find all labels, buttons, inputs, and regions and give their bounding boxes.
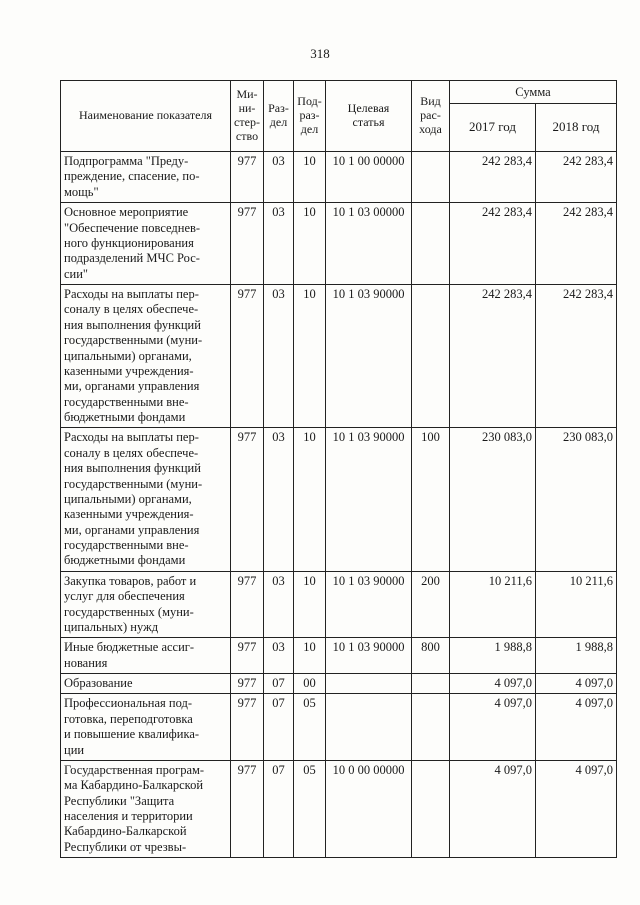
sum-2018-cell: 4 097,0	[536, 674, 617, 694]
table-row	[61, 571, 617, 638]
target-cell: 10 1 03 00000	[326, 203, 412, 285]
sum-2018-cell: 4 097,0	[536, 760, 617, 857]
subsection-cell: 05	[294, 760, 326, 857]
subsection-cell: 10	[294, 152, 326, 203]
ministry-cell: 977	[231, 638, 264, 674]
header-expense-type: Вид рас- хода	[412, 81, 450, 152]
header-section: Раз- дел	[264, 81, 294, 152]
header-ministry: Ми- ни- стер- ство	[231, 81, 264, 152]
target-cell: 10 1 03 90000	[326, 571, 412, 638]
target-cell: 10 1 00 00000	[326, 152, 412, 203]
header-sum: Сумма	[450, 81, 617, 104]
section-cell: 03	[264, 203, 294, 285]
expense-type-cell	[412, 285, 450, 428]
sum-2018-cell: 242 283,4	[536, 152, 617, 203]
subsection-cell: 05	[294, 694, 326, 761]
subsection-cell: 10	[294, 428, 326, 571]
row-name: Иные бюджетные ассиг- нования	[61, 638, 231, 674]
subsection-cell: 10	[294, 571, 326, 638]
header-year-2018: 2018 год	[536, 104, 617, 152]
expense-type-cell	[412, 674, 450, 694]
section-cell: 07	[264, 694, 294, 761]
sum-2017-cell: 242 283,4	[450, 285, 536, 428]
table-row	[61, 694, 617, 761]
target-cell: 10 1 03 90000	[326, 638, 412, 674]
table-body	[61, 152, 617, 858]
section-cell: 07	[264, 760, 294, 857]
subsection-cell: 10	[294, 285, 326, 428]
row-name: Государственная програм- ма Кабардино-Балкарской Республики "Защита населения и территории Кабардино-Балкарской Республики от чрезвы-	[61, 760, 231, 857]
section-cell: 03	[264, 428, 294, 571]
expense-type-cell: 200	[412, 571, 450, 638]
ministry-cell: 977	[231, 571, 264, 638]
subsection-cell: 10	[294, 638, 326, 674]
target-cell: 10 0 00 00000	[326, 760, 412, 857]
expense-type-cell	[412, 203, 450, 285]
ministry-cell: 977	[231, 694, 264, 761]
section-cell: 03	[264, 285, 294, 428]
section-cell: 07	[264, 674, 294, 694]
sum-2018-cell: 1 988,8	[536, 638, 617, 674]
expense-type-cell: 100	[412, 428, 450, 571]
header-subsection: Под- раз- дел	[294, 81, 326, 152]
expense-type-cell	[412, 760, 450, 857]
sum-2018-cell: 242 283,4	[536, 285, 617, 428]
expense-type-cell	[412, 694, 450, 761]
ministry-cell: 977	[231, 428, 264, 571]
target-cell: 10 1 03 90000	[326, 428, 412, 571]
row-name: Расходы на выплаты пер- соналу в целях обеспече- ния выполнения функций государственными (муни- ципальными) органами, казенными учреждения- ми, органами управления государственными вне- бюджетными фондами	[61, 428, 231, 571]
section-cell: 03	[264, 152, 294, 203]
sum-2017-cell: 242 283,4	[450, 152, 536, 203]
sum-2018-cell: 242 283,4	[536, 203, 617, 285]
ministry-cell: 977	[231, 760, 264, 857]
target-cell	[326, 674, 412, 694]
table-row	[61, 285, 617, 428]
sum-2018-cell: 4 097,0	[536, 694, 617, 761]
row-name: Закупка товаров, работ и услуг для обеспечения государственных (муни- ципальных) нужд	[61, 571, 231, 638]
target-cell: 10 1 03 90000	[326, 285, 412, 428]
header-year-2017: 2017 год	[450, 104, 536, 152]
subsection-cell: 10	[294, 203, 326, 285]
sum-2018-cell: 10 211,6	[536, 571, 617, 638]
row-name: Основное мероприятие "Обеспечение повседнев- ного функционирования подразделений МЧС Рос- сии"	[61, 203, 231, 285]
section-cell: 03	[264, 638, 294, 674]
expense-type-cell: 800	[412, 638, 450, 674]
sum-2017-cell: 242 283,4	[450, 203, 536, 285]
row-name: Профессиональная под- готовка, переподготовка и повышение квалифика- ции	[61, 694, 231, 761]
ministry-cell: 977	[231, 674, 264, 694]
sum-2018-cell: 230 083,0	[536, 428, 617, 571]
header-row	[61, 81, 617, 104]
budget-table	[60, 80, 617, 858]
table-row	[61, 428, 617, 571]
row-name: Образование	[61, 674, 231, 694]
target-cell	[326, 694, 412, 761]
section-cell: 03	[264, 571, 294, 638]
sum-2017-cell: 4 097,0	[450, 674, 536, 694]
sum-2017-cell: 4 097,0	[450, 760, 536, 857]
header-target: Целевая статья	[326, 81, 412, 152]
row-name: Подпрограмма "Преду- преждение, спасение, по- мощь"	[61, 152, 231, 203]
expense-type-cell	[412, 152, 450, 203]
ministry-cell: 977	[231, 203, 264, 285]
table-row	[61, 760, 617, 857]
ministry-cell: 977	[231, 285, 264, 428]
subsection-cell: 00	[294, 674, 326, 694]
table-row	[61, 674, 617, 694]
header-name: Наименование показателя	[61, 81, 231, 152]
sum-2017-cell: 4 097,0	[450, 694, 536, 761]
page-number: 318	[310, 46, 330, 61]
table-row	[61, 203, 617, 285]
table-row	[61, 638, 617, 674]
ministry-cell: 977	[231, 152, 264, 203]
row-name: Расходы на выплаты пер- соналу в целях обеспече- ния выполнения функций государственными (муни- ципальными) органами, казенными учреждения- ми, органами управления государственными вне- бюджетными фондами	[61, 285, 231, 428]
sum-2017-cell: 10 211,6	[450, 571, 536, 638]
sum-2017-cell: 230 083,0	[450, 428, 536, 571]
sum-2017-cell: 1 988,8	[450, 638, 536, 674]
table-row	[61, 152, 617, 203]
